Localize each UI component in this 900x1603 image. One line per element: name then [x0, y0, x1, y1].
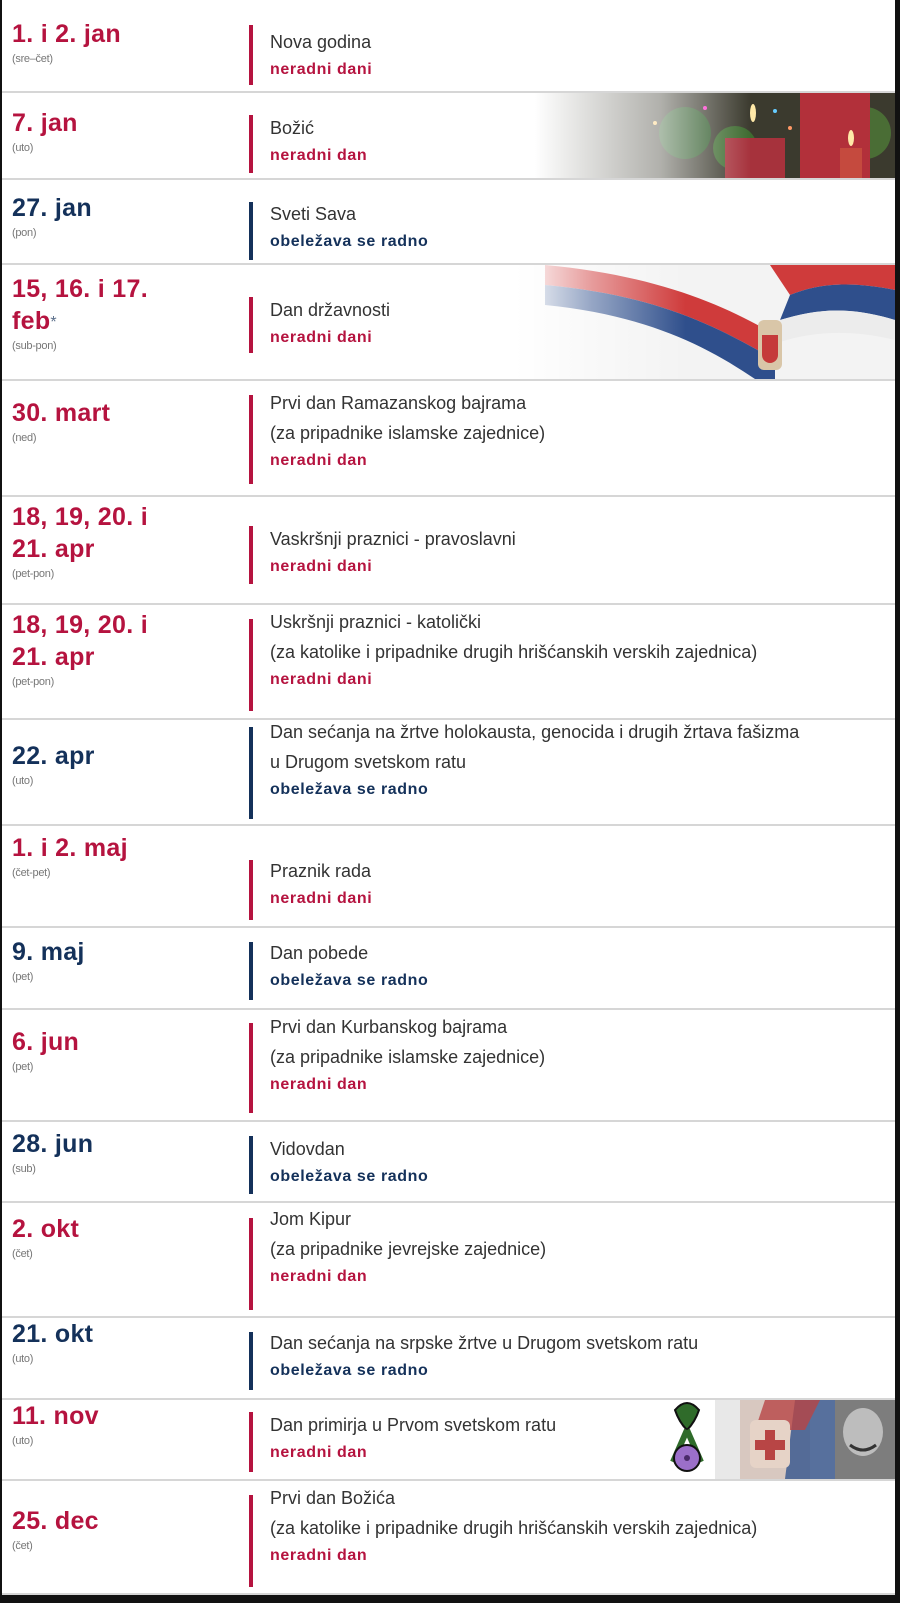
holiday-name: Božić — [270, 118, 315, 138]
holiday-weekdays: (čet-pet) — [12, 867, 51, 879]
holiday-status: neradni dan — [270, 147, 368, 164]
holiday-name: Jom Kipur — [270, 1209, 352, 1229]
holiday-name: Dan državnosti — [270, 300, 391, 320]
holiday-row — [2, 1203, 895, 1318]
holiday-row — [2, 605, 895, 720]
holiday-row — [2, 720, 895, 826]
holiday-note: u Drugom svetskom ratu — [270, 752, 467, 772]
holiday-weekdays: (pet) — [12, 1061, 34, 1073]
holiday-name: Dan sećanja na žrtve holokausta, genocida i drugih žrtava fašizma — [270, 722, 800, 742]
holiday-weekdays: (pon) — [12, 227, 37, 239]
holiday-row — [2, 1122, 895, 1203]
working-marker — [249, 727, 253, 819]
holiday-row — [2, 381, 895, 497]
non-working-marker — [249, 25, 253, 85]
holiday-name: Praznik rada — [270, 861, 372, 881]
holiday-weekdays: (uto) — [12, 1435, 34, 1447]
holiday-status: neradni dan — [270, 1444, 368, 1461]
holiday-name: Sveti Sava — [270, 204, 357, 224]
non-working-marker — [249, 619, 253, 711]
holiday-date: 15, 16. i 17. feb* — [12, 275, 148, 335]
holiday-date: 18, 19, 20. i 21. apr — [12, 611, 148, 671]
holiday-row — [2, 265, 895, 381]
holiday-note: (za katolike i pripadnike drugih hrišćanskih verskih zajednica) — [270, 1518, 758, 1538]
holiday-name: Vidovdan — [270, 1139, 345, 1159]
holiday-name: Vaskršnji praznici - pravoslavni — [270, 529, 516, 549]
holiday-weekdays: (pet-pon) — [12, 568, 54, 580]
holiday-weekdays: (ned) — [12, 432, 37, 444]
holiday-date: 27. jan — [12, 194, 92, 222]
holiday-date: 9. maj — [12, 938, 85, 966]
holiday-note: (za pripadnike islamske zajednice) — [270, 423, 546, 443]
holiday-status: neradni dani — [270, 890, 373, 907]
holiday-weekdays: (uto) — [12, 142, 34, 154]
holiday-date: 28. jun — [12, 1130, 94, 1158]
holiday-row — [2, 497, 895, 605]
holiday-status: neradni dani — [270, 558, 373, 575]
holiday-status: obeležava se radno — [270, 781, 429, 798]
holiday-weekdays: (sre–čet) — [12, 53, 53, 65]
holiday-calendar — [2, 0, 895, 1595]
footnote-asterisk: * — [50, 314, 57, 331]
holiday-date: 2. okt — [12, 1215, 80, 1243]
working-marker — [249, 942, 253, 1000]
holiday-status: neradni dan — [270, 452, 368, 469]
non-working-marker — [249, 1023, 253, 1113]
holiday-note: (za pripadnike islamske zajednice) — [270, 1047, 546, 1067]
working-marker — [249, 1136, 253, 1194]
holiday-date: 1. i 2. jan — [12, 20, 121, 48]
holiday-status: neradni dan — [270, 1076, 368, 1093]
holiday-row — [2, 928, 895, 1010]
holiday-weekdays: (čet) — [12, 1248, 33, 1260]
holiday-name: Prvi dan Ramazanskog bajrama — [270, 393, 527, 413]
non-working-marker — [249, 1495, 253, 1587]
non-working-marker — [249, 395, 253, 484]
holiday-name: Prvi dan Božića — [270, 1488, 396, 1508]
non-working-marker — [249, 1412, 253, 1472]
holiday-status: obeležava se radno — [270, 972, 429, 989]
holiday-date: 7. jan — [12, 109, 78, 137]
holiday-row — [2, 180, 895, 265]
holiday-row — [2, 1010, 895, 1122]
holiday-name: Prvi dan Kurbanskog bajrama — [270, 1017, 508, 1037]
holiday-row — [2, 93, 895, 180]
holiday-row — [2, 826, 895, 928]
holiday-weekdays: (uto) — [12, 1353, 34, 1365]
holiday-status: obeležava se radno — [270, 1362, 429, 1379]
holiday-row — [2, 1400, 895, 1481]
holiday-status: obeležava se radno — [270, 233, 429, 250]
holiday-name: Dan sećanja na srpske žrtve u Drugom svetskom ratu — [270, 1333, 699, 1353]
holiday-row — [2, 0, 895, 93]
holiday-name: Dan pobede — [270, 943, 369, 963]
non-working-marker — [249, 115, 253, 173]
holiday-date: 22. apr — [12, 742, 95, 770]
holiday-row — [2, 1481, 895, 1595]
holiday-status: neradni dani — [270, 671, 373, 688]
holiday-weekdays: (sub-pon) — [12, 340, 57, 352]
holiday-date: 1. i 2. maj — [12, 834, 128, 862]
holiday-weekdays: (uto) — [12, 775, 34, 787]
holiday-status: obeležava se radno — [270, 1168, 429, 1185]
holiday-name: Nova godina — [270, 32, 372, 52]
non-working-marker — [249, 1218, 253, 1310]
holiday-status: neradni dani — [270, 61, 373, 78]
non-working-marker — [249, 860, 253, 920]
holiday-row — [2, 1318, 895, 1400]
holiday-date: 25. dec — [12, 1507, 99, 1535]
non-working-marker — [249, 297, 253, 353]
holiday-date: 21. okt — [12, 1320, 94, 1348]
holiday-date: 18, 19, 20. i 21. apr — [12, 503, 148, 563]
holiday-date: 30. mart — [12, 399, 111, 427]
holiday-weekdays: (pet) — [12, 971, 34, 983]
holiday-weekdays: (pet-pon) — [12, 676, 54, 688]
holiday-name: Uskršnji praznici - katolički — [270, 612, 482, 632]
holiday-status: neradni dani — [270, 329, 373, 346]
working-marker — [249, 1332, 253, 1390]
holiday-name: Dan primirja u Prvom svetskom ratu — [270, 1415, 557, 1435]
holiday-date: 11. nov — [12, 1402, 99, 1430]
holiday-status: neradni dan — [270, 1547, 368, 1564]
non-working-marker — [249, 526, 253, 584]
holiday-weekdays: (čet) — [12, 1540, 33, 1552]
holiday-date: 6. jun — [12, 1028, 80, 1056]
holiday-status: neradni dan — [270, 1268, 368, 1285]
holiday-weekdays: (sub) — [12, 1163, 36, 1175]
holiday-note: (za katolike i pripadnike drugih hrišćanskih verskih zajednica) — [270, 642, 758, 662]
working-marker — [249, 202, 253, 260]
holiday-note: (za pripadnike jevrejske zajednice) — [270, 1239, 547, 1259]
